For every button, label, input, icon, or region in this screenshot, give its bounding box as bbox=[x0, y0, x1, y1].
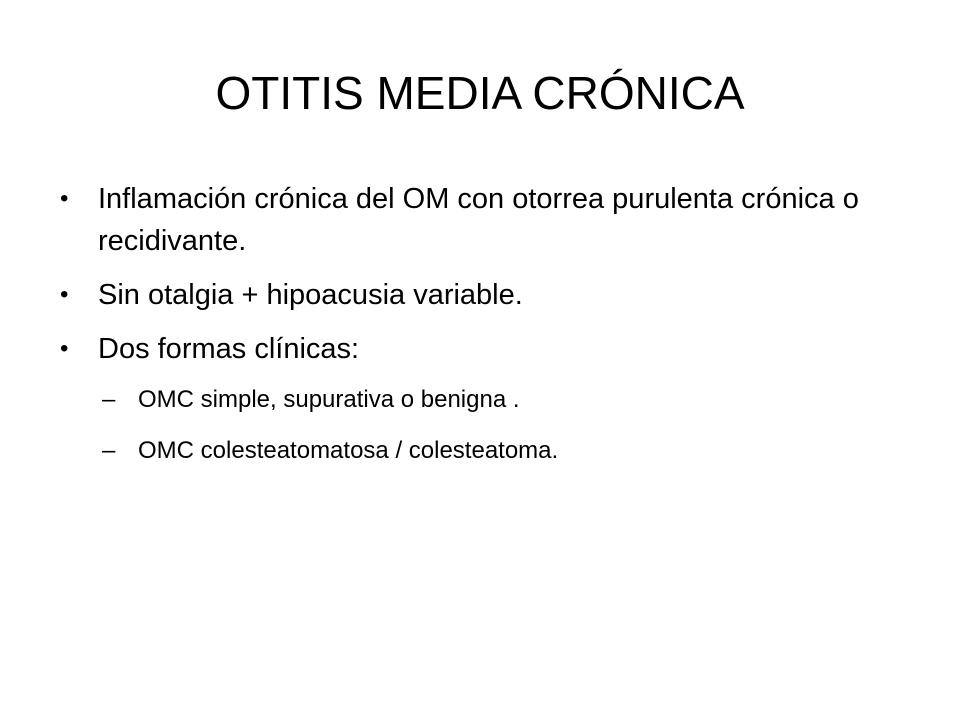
bullet-text: Inflamación crónica del OM con otorrea purulenta crónica o recidivante. bbox=[98, 183, 859, 257]
slide-title: OTITIS MEDIA CRÓNICA bbox=[215, 67, 745, 119]
bullet-item bbox=[58, 328, 918, 370]
bullet-text: Dos formas clínicas: bbox=[98, 333, 360, 365]
bullet-list bbox=[58, 178, 918, 484]
dash-icon: – bbox=[102, 437, 116, 464]
bullet-icon: • bbox=[60, 185, 69, 212]
bullet-item bbox=[58, 274, 918, 316]
bullet-icon: • bbox=[60, 281, 69, 308]
sub-bullet-item bbox=[58, 433, 918, 469]
sub-bullet-text: OMC colesteatomatosa / colesteatoma. bbox=[138, 437, 559, 464]
bullet-item bbox=[58, 178, 918, 262]
dash-icon: – bbox=[102, 386, 116, 413]
sub-bullet-group bbox=[58, 382, 918, 469]
sub-bullet-text: OMC simple, supurativa o benigna . bbox=[138, 386, 520, 413]
sub-bullet-item bbox=[58, 382, 918, 418]
sub-bullet-list bbox=[58, 382, 918, 469]
bullet-text: Sin otalgia + hipoacusia variable. bbox=[98, 279, 523, 311]
bullet-icon: • bbox=[60, 335, 69, 362]
